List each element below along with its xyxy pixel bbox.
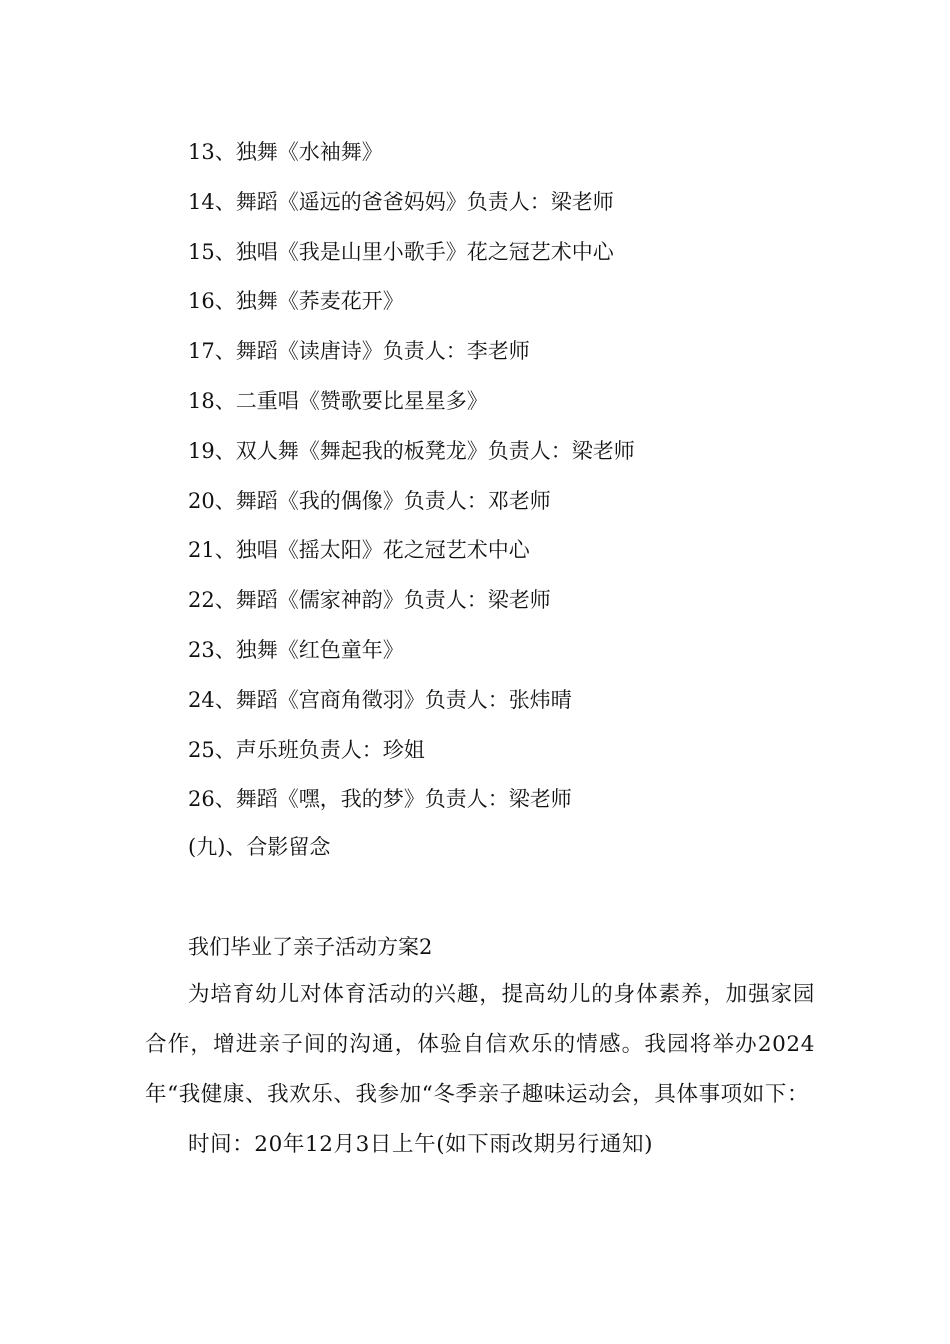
closing-item: (九)、合影留念: [188, 835, 331, 859]
program-list: [188, 132, 828, 829]
program-item-13: 13、独舞《水袖舞》: [188, 140, 383, 164]
program-item-26: 26、舞蹈《嘿，我的梦》负责人：梁老师: [188, 787, 572, 812]
program-item-14: 14、舞蹈《遥远的爸爸妈妈》负责人：梁老师: [188, 189, 614, 214]
program-item-21: 21、独唱《摇太阳》花之冠艺术中心: [188, 538, 530, 563]
intro-paragraph: 为培育幼儿对体育活动的兴趣，提高幼儿的身体素养，加强家园合作，增进亲子间的沟通，体验自信欢乐的情感。我园将举办2024年“我健康、我欢乐、我参加“冬季亲子趣味运动会，具体事项如下：: [145, 982, 815, 1107]
program-item-22: 22、舞蹈《儒家神韵》负责人：梁老师: [188, 588, 551, 613]
program-item-17: 17、舞蹈《读唐诗》负责人：李老师: [188, 339, 530, 364]
program-item-23: 23、独舞《红色童年》: [188, 637, 404, 662]
program-item-20: 20、舞蹈《我的偶像》负责人：邓老师: [188, 488, 551, 513]
program-item-16: 16、独舞《荞麦花开》: [188, 289, 404, 314]
time-paragraph: 时间：20年12月3日上午(如下雨改期另行通知): [188, 1132, 654, 1157]
program-item-24: 24、舞蹈《宫商角徵羽》负责人：张炜晴: [188, 687, 572, 712]
program-item-25: 25、声乐班负责人：珍姐: [188, 737, 425, 762]
program-item-15: 15、独唱《我是山里小歌手》花之冠艺术中心: [188, 239, 614, 264]
section-title: 我们毕业了亲子活动方案2: [188, 935, 433, 959]
program-item-18: 18、二重唱《赞歌要比星星多》: [188, 388, 488, 413]
program-item-19: 19、双人舞《舞起我的板凳龙》负责人：梁老师: [188, 438, 635, 463]
activity-plan-section: [145, 924, 815, 1170]
